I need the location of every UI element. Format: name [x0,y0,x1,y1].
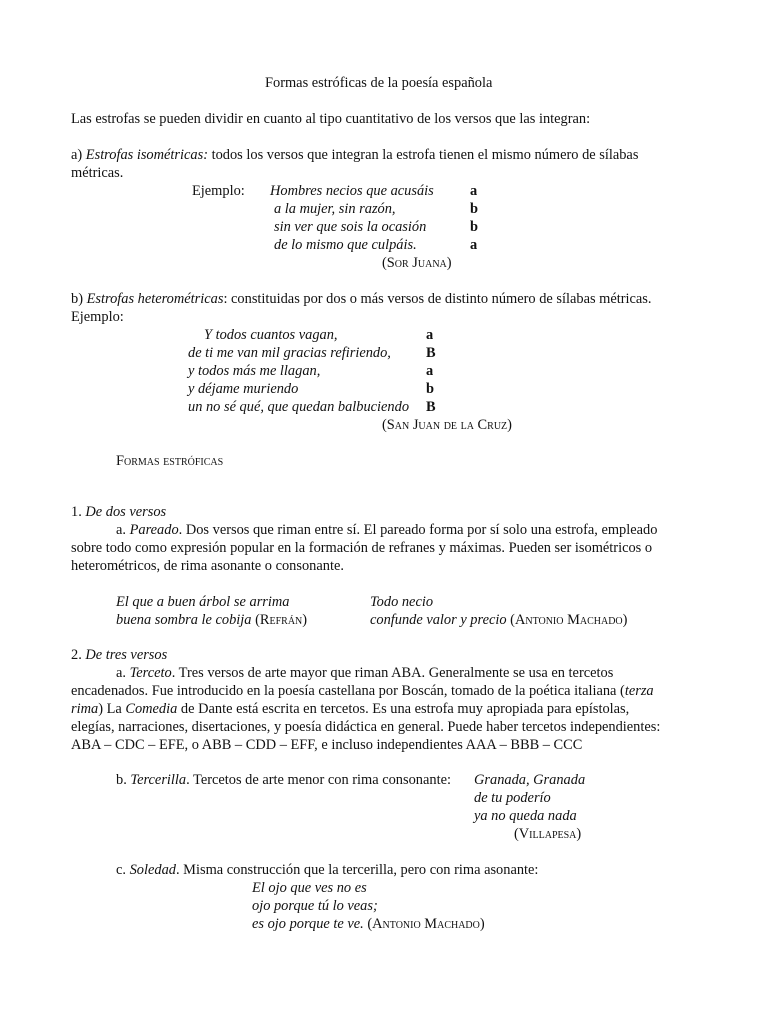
verse-line: Y todos cuantos vagan, [204,327,338,343]
tercerilla-text: . Tercetos de arte menor con rima consonante: [186,772,451,788]
page-title: Formas estróficas de la poesía española [265,75,493,91]
definition-b-term: Estrofas heterométricas [86,291,224,307]
definition-b [71,290,652,308]
rhyme-mark: a [426,327,434,343]
rhyme-mark: b [470,201,479,217]
intro-paragraph: Las estrofas se pueden dividir en cuanto al tipo cuantitativo de los versos que las integran: [71,111,591,127]
example-verse-text: buena sombra le cobija [116,612,252,628]
definition-a-text-cont: métricas. [71,165,124,181]
definition-b-text: : constituidas por dos o más versos de distinto número de sílabas métricas. [223,291,652,307]
definition-a-label: a) [71,147,83,163]
example-source: (Refrán) [255,612,308,628]
example-verse: El que a buen árbol se arrima [116,594,290,610]
author-attribution: (San Juan de la Cruz) [382,417,512,433]
rhyme-mark: a [426,363,434,379]
author-attribution: (Antonio Machado) [367,916,485,932]
rhyme-mark: b [470,219,479,235]
pareado-text: . Dos versos que riman entre sí. El pareado forma por sí solo una estrofa, empleado [178,522,658,538]
verse-text: es ojo porque te ve. [252,916,364,932]
subsection-2-heading [71,646,167,664]
tercerilla-definition [116,771,451,789]
example-a-label: Ejemplo: [192,183,245,199]
terceto-definition [116,664,613,682]
terceto-italic: Comedia [125,701,178,717]
verse-line: de ti me van mil gracias refiriendo, [188,345,391,361]
terceto-term: Terceto [129,665,172,681]
terceto-text: encadenados. Fue introducido en la poesía castellana por Boscán, tomado de la poética italiana ( [71,683,625,699]
pareado-text-cont: sobre todo como expresión popular en la formación de refranes y máximas. Pueden ser isométricos o [71,540,653,556]
rhyme-mark: a [470,183,478,199]
verse-line: ya no queda nada [474,808,577,824]
verse-line: de tu poderío [474,790,551,806]
verse-line [252,915,485,933]
definition-a-term: Estrofas isométricas: [85,147,208,163]
verse-line: El ojo que ves no es [252,880,367,896]
terceto-text: de Dante está escrita en tercetos. Es una estrofa muy apropiada para epístolas, [177,701,630,717]
example-verse-text: confunde valor y precio [370,612,507,628]
terceto-text-cont [71,700,629,718]
item-label: a. [116,522,126,538]
subsection-1-title: De dos versos [85,504,167,520]
soledad-text: . Misma construcción que la tercerilla, pero con rima asonante: [175,862,539,878]
tercerilla-term: Tercerilla [130,772,187,788]
terceto-text: ) La [98,701,126,717]
subsection-2-title: De tres versos [85,647,168,663]
author-attribution: (Sor Juana) [382,255,452,271]
item-label: b. [116,772,127,788]
terceto-italic: rima [71,701,99,717]
verse-line: de lo mismo que culpáis. [274,237,417,253]
terceto-text-cont [71,682,654,700]
verse-line: a la mujer, sin razón, [274,201,396,217]
subsection-1-number: 1. [71,504,82,520]
example-verse [116,611,307,629]
pareado-text-cont: heterométricos, de rima asonante o consonante. [71,558,344,574]
example-b-label: Ejemplo: [71,309,124,325]
verse-line: y todos más me llagan, [188,363,321,379]
terceto-text-cont: ABA – CDC – EFE, o ABB – CDD – EFF, e incluso independientes AAA – BBB – CCC [71,737,583,753]
soledad-definition [116,861,538,879]
verse-line: Granada, Granada [474,772,586,788]
example-verse [370,611,627,629]
definition-a-text: todos los versos que integran la estrofa tienen el mismo número de sílabas [211,147,639,163]
verse-line: y déjame muriendo [188,381,299,397]
pareado-definition [116,521,657,539]
subsection-2-number: 2. [71,647,82,663]
terceto-text-cont: elegías, narraciones, disertaciones, y poesía didáctica en general. Puede haber tercetos independientes: [71,719,661,735]
pareado-term: Pareado [129,522,179,538]
verse-line: Hombres necios que acusáis [270,183,434,199]
terceto-italic: terza [624,683,654,699]
item-label: a. [116,665,126,681]
definition-b-label: b) [71,291,83,307]
subsection-1-heading [71,503,166,521]
verse-line: ojo porque tú lo veas; [252,898,378,914]
item-label: c. [116,862,126,878]
rhyme-mark: B [426,345,436,361]
verse-line: sin ver que sois la ocasión [274,219,427,235]
rhyme-mark: b [426,381,435,397]
rhyme-mark: a [470,237,478,253]
soledad-term: Soledad [129,862,176,878]
terceto-text: . Tres versos de arte mayor que riman ABA. Generalmente se usa en tercetos [171,665,614,681]
rhyme-mark: B [426,399,436,415]
verse-line: un no sé qué, que quedan balbuciendo [188,399,410,415]
example-verse: Todo necio [370,594,434,610]
definition-a [71,146,638,164]
author-attribution: (Villapesa) [514,826,582,842]
section-heading: Formas estróficas [116,453,224,469]
example-source: (Antonio Machado) [510,612,628,628]
